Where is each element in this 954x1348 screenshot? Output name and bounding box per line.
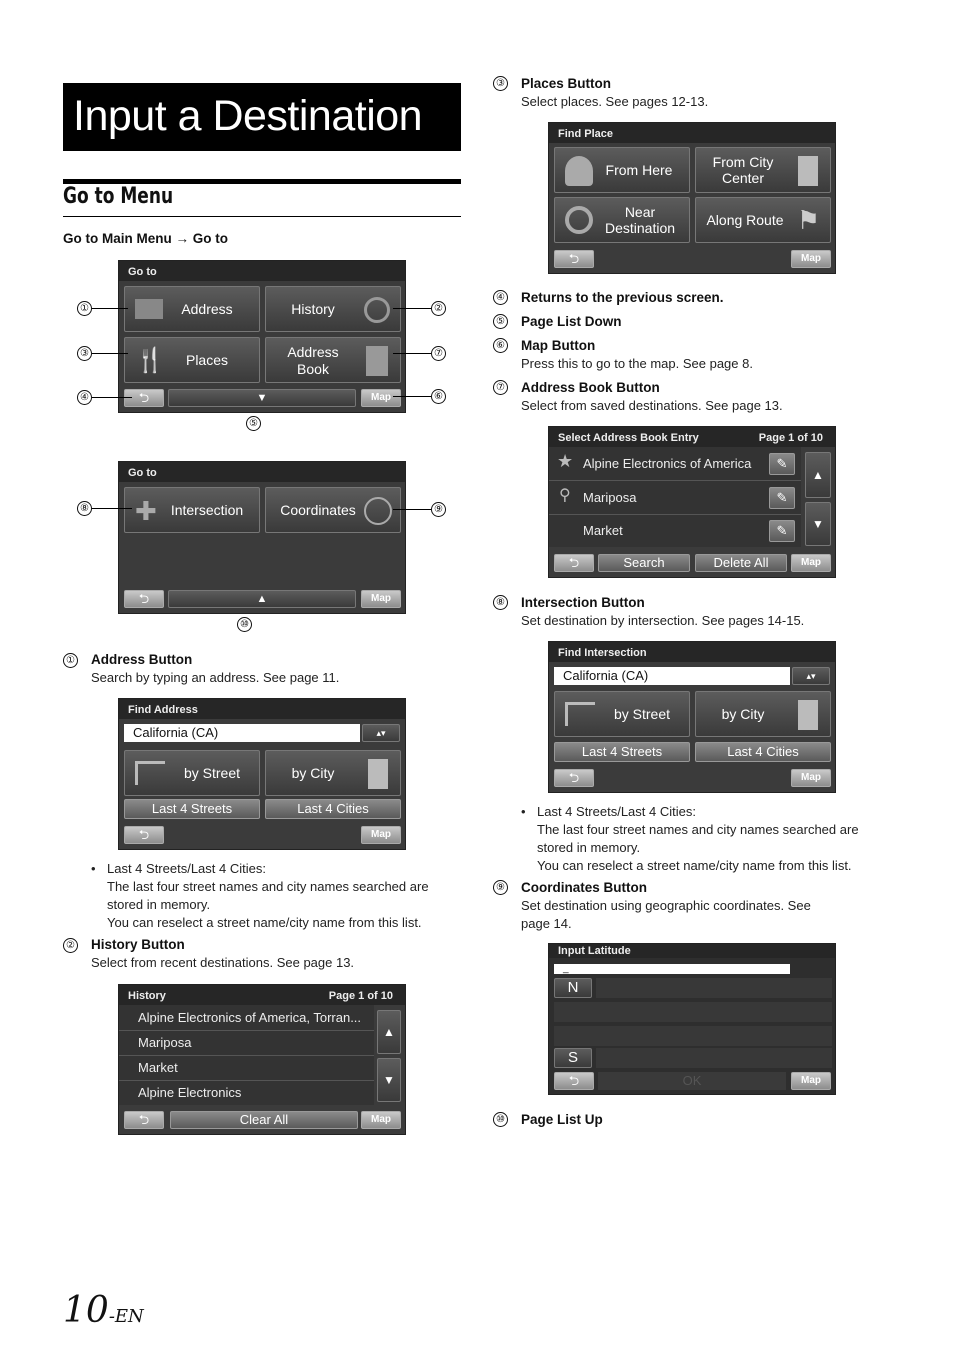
edit-button[interactable] xyxy=(769,487,795,509)
leader-line xyxy=(92,397,132,398)
bullet-note: Last 4 Streets/Last 4 Cities: The last four street names and city names searched are stored in memory. You can reselect a street name/city name from this list. xyxy=(537,804,859,873)
edit-button[interactable] xyxy=(769,453,795,475)
page-number: 10-EN xyxy=(63,1290,144,1331)
map-button[interactable]: Map xyxy=(791,554,831,572)
item-title: Address Button xyxy=(91,652,193,667)
item-title: Page List Up xyxy=(521,1112,603,1127)
latitude-field[interactable]: _ xyxy=(554,964,790,974)
scroll-up-button[interactable] xyxy=(377,1010,401,1054)
disabled-keys-row xyxy=(554,1026,832,1046)
find-place-screen xyxy=(548,122,836,274)
item-number: ① xyxy=(63,653,78,668)
list-item[interactable]: Alpine Electronics of America xyxy=(583,456,752,471)
up-down-icon: ▴▾ xyxy=(806,671,816,681)
arrow-down-icon: ▼ xyxy=(383,1073,395,1087)
back-button[interactable] xyxy=(554,769,594,787)
ok-button[interactable]: OK xyxy=(598,1072,786,1090)
state-field[interactable]: California (CA) xyxy=(124,724,360,742)
callout-5: ⑤ xyxy=(246,416,261,431)
street-sign-icon xyxy=(565,702,595,726)
callout-8: ⑧ xyxy=(77,501,92,516)
divider xyxy=(549,514,801,515)
by-street-button[interactable]: by Street xyxy=(124,750,260,796)
callout-4: ④ xyxy=(77,390,92,405)
back-button[interactable] xyxy=(124,389,164,407)
scroll-up-button[interactable] xyxy=(805,452,831,498)
divider xyxy=(549,480,801,481)
intersection-button[interactable]: ✚ Intersection xyxy=(124,487,260,533)
page-down-button[interactable] xyxy=(168,389,356,407)
pencil-icon: ✎ xyxy=(776,456,788,471)
callout-6: ⑥ xyxy=(431,389,446,404)
list-item[interactable]: Market xyxy=(138,1060,178,1075)
last-cities-button[interactable]: Last 4 Cities xyxy=(695,742,831,762)
back-button[interactable] xyxy=(124,590,164,608)
screen-header: Input Latitude xyxy=(549,944,835,958)
back-arrow-icon: ⮌ xyxy=(138,390,150,405)
leader-line xyxy=(92,508,132,509)
screen-header: Go to xyxy=(119,462,405,482)
address-book-icon xyxy=(135,299,163,319)
globe-icon xyxy=(364,497,392,525)
leader-line xyxy=(92,353,128,354)
item-number: ⑦ xyxy=(493,380,508,395)
list-item[interactable]: Mariposa xyxy=(138,1035,192,1050)
city-building-icon xyxy=(798,156,818,186)
leader-line xyxy=(393,509,431,510)
list-item[interactable]: Alpine Electronics of America, Torran... xyxy=(138,1010,362,1025)
item-title: Page List Down xyxy=(521,314,622,329)
screen-header: Find Address xyxy=(119,699,405,719)
screen-header: History Page 1 of 10 xyxy=(119,985,405,1005)
along-route-button[interactable]: Along Route ⚑ xyxy=(695,197,831,243)
list-item[interactable]: Alpine Electronics xyxy=(138,1085,242,1100)
scroll-down-button[interactable] xyxy=(805,502,831,546)
item-title: Map Button xyxy=(521,338,596,353)
map-button[interactable]: Map xyxy=(361,1111,401,1129)
arrow-up-icon: ▲ xyxy=(383,1025,395,1039)
search-button[interactable]: Search xyxy=(598,554,690,572)
map-button[interactable]: Map xyxy=(791,250,831,268)
by-city-button[interactable]: by City xyxy=(695,691,831,737)
by-street-button[interactable]: by Street xyxy=(554,691,690,737)
item-desc: Set destination by intersection. See pages 14-15. xyxy=(521,613,805,628)
menu-path: Go to Main Menu → Go to xyxy=(63,231,228,246)
history-button[interactable]: History xyxy=(265,286,401,332)
intersection-icon: ✚ xyxy=(135,496,157,526)
item-number: ⑨ xyxy=(493,880,508,895)
input-latitude-screen xyxy=(548,943,836,1095)
coordinates-button[interactable]: Coordinates xyxy=(265,487,401,533)
edit-button[interactable] xyxy=(769,520,795,542)
item-desc: Search by typing an address. See page 11. xyxy=(91,670,340,685)
from-city-center-button[interactable]: From City Center xyxy=(695,147,831,193)
pencil-icon: ✎ xyxy=(776,490,788,505)
back-button[interactable] xyxy=(124,1111,164,1129)
item-title: Intersection Button xyxy=(521,595,645,610)
callout-10: ⑩ xyxy=(237,617,252,632)
back-arrow-icon: ⮌ xyxy=(138,827,150,842)
section-title: Go to Menu xyxy=(63,184,174,209)
item-title: History Button xyxy=(91,937,185,952)
item-desc: Select from saved destinations. See page 13. xyxy=(521,398,783,413)
south-button[interactable]: S xyxy=(554,1048,592,1068)
page-up-button[interactable] xyxy=(168,590,356,608)
item-desc: Select places. See pages 12-13. xyxy=(521,94,709,109)
callout-7: ⑦ xyxy=(431,346,446,361)
map-button[interactable]: Map xyxy=(791,769,831,787)
back-button[interactable] xyxy=(124,826,164,844)
address-book-button[interactable]: Address Book xyxy=(265,337,401,383)
last-streets-button[interactable]: Last 4 Streets xyxy=(124,799,260,819)
map-button[interactable]: Map xyxy=(791,1072,831,1090)
person-icon xyxy=(565,156,593,186)
last-cities-button[interactable]: Last 4 Cities xyxy=(265,799,401,819)
item-number: ② xyxy=(63,938,78,953)
goto-screen-2 xyxy=(118,461,406,614)
by-city-button[interactable]: by City xyxy=(265,750,401,796)
section-rule-bottom xyxy=(63,216,461,217)
address-button[interactable]: Address xyxy=(124,286,260,332)
item-desc: Press this to go to the map. See page 8. xyxy=(521,356,753,371)
fork-knife-icon: 🍴 xyxy=(135,347,165,374)
screen-header: Select Address Book Entry Page 1 of 10 xyxy=(549,427,835,447)
back-button[interactable] xyxy=(554,554,594,572)
up-down-icon: ▴▾ xyxy=(376,728,386,738)
state-spinner[interactable] xyxy=(362,724,400,742)
screen-header: Find Place xyxy=(549,123,835,143)
address-book-screen xyxy=(548,426,836,578)
list-item[interactable]: Mariposa xyxy=(583,490,637,505)
chevron-up-icon: ▲ xyxy=(256,593,268,605)
arrow-down-icon: ▼ xyxy=(812,517,824,531)
notebook-icon xyxy=(366,346,388,376)
map-button[interactable]: Map xyxy=(361,590,401,608)
places-button[interactable]: 🍴 Places xyxy=(124,337,260,383)
leader-line xyxy=(393,353,431,354)
item-title: Returns to the previous screen. xyxy=(521,290,724,305)
near-destination-button[interactable]: Near Destination xyxy=(554,197,690,243)
goto-screen-1 xyxy=(118,260,406,413)
callout-2: ② xyxy=(431,301,446,316)
callout-1: ① xyxy=(77,301,92,316)
leader-line xyxy=(393,396,431,397)
item-desc: Select from recent destinations. See page 13. xyxy=(91,955,355,970)
list-item[interactable]: Market xyxy=(583,523,623,538)
find-address-screen xyxy=(118,698,406,850)
item-number: ⑩ xyxy=(493,1112,508,1127)
back-arrow-icon: ⮌ xyxy=(138,591,150,606)
route-flag-icon: ⚑ xyxy=(796,205,820,235)
item-number: ③ xyxy=(493,76,508,91)
item-number: ⑥ xyxy=(493,338,508,353)
star-icon: ★ xyxy=(557,451,574,471)
back-arrow-icon: ⮌ xyxy=(138,1112,150,1127)
address-book-list xyxy=(549,447,801,547)
arrow-up-icon: ▲ xyxy=(812,468,824,482)
back-button[interactable] xyxy=(554,250,594,268)
scroll-down-button[interactable] xyxy=(377,1058,401,1102)
chevron-down-icon: ▼ xyxy=(256,392,268,404)
item-title: Coordinates Button xyxy=(521,880,647,895)
north-button[interactable]: N xyxy=(554,978,592,998)
disabled-keys-row xyxy=(596,978,832,998)
bullet-dot: • xyxy=(521,804,526,819)
pin-icon: ⚲ xyxy=(559,487,571,504)
last-streets-button[interactable]: Last 4 Streets xyxy=(554,742,690,762)
pencil-icon: ✎ xyxy=(776,523,788,538)
item-title: Address Book Button xyxy=(521,380,660,395)
page-title: Input a Destination xyxy=(63,83,461,151)
history-icon xyxy=(364,297,390,323)
street-sign-icon xyxy=(135,761,165,785)
item-number: ④ xyxy=(493,290,508,305)
city-building-icon xyxy=(798,700,818,730)
from-here-button[interactable]: From Here xyxy=(554,147,690,193)
bullet-dot: • xyxy=(91,861,96,876)
map-button[interactable]: Map xyxy=(361,826,401,844)
screen-header: Find Intersection xyxy=(549,642,835,662)
screen-header: Go to xyxy=(119,261,405,281)
back-arrow-icon: ⮌ xyxy=(568,1073,580,1088)
state-field[interactable]: California (CA) xyxy=(554,667,790,685)
history-list xyxy=(119,1005,374,1105)
clear-all-button[interactable]: Clear All xyxy=(170,1111,358,1129)
target-icon xyxy=(565,206,593,234)
back-button[interactable] xyxy=(554,1072,594,1090)
disabled-keys-row xyxy=(596,1048,832,1068)
back-arrow-icon: ⮌ xyxy=(568,770,580,785)
city-building-icon xyxy=(368,759,388,789)
leader-line xyxy=(92,308,128,309)
back-arrow-icon: ⮌ xyxy=(568,251,580,266)
callout-9: ⑨ xyxy=(431,502,446,517)
history-screen xyxy=(118,984,406,1135)
disabled-keys-row xyxy=(554,1002,832,1022)
leader-line xyxy=(393,308,431,309)
state-spinner[interactable] xyxy=(792,667,830,685)
callout-3: ③ xyxy=(77,346,92,361)
back-arrow-icon: ⮌ xyxy=(568,555,580,570)
bullet-note: Last 4 Streets/Last 4 Cities: The last four street names and city names searched are stored in memory. You can reselect a street name/city name from this list. xyxy=(107,861,429,930)
item-desc: Set destination using geographic coordinates. See page 14. xyxy=(521,898,811,931)
item-title: Places Button xyxy=(521,76,612,91)
find-intersection-screen xyxy=(548,641,836,793)
item-number: ⑧ xyxy=(493,595,508,610)
map-button[interactable]: Map xyxy=(361,389,401,407)
delete-all-button[interactable]: Delete All xyxy=(695,554,787,572)
item-number: ⑤ xyxy=(493,314,508,329)
